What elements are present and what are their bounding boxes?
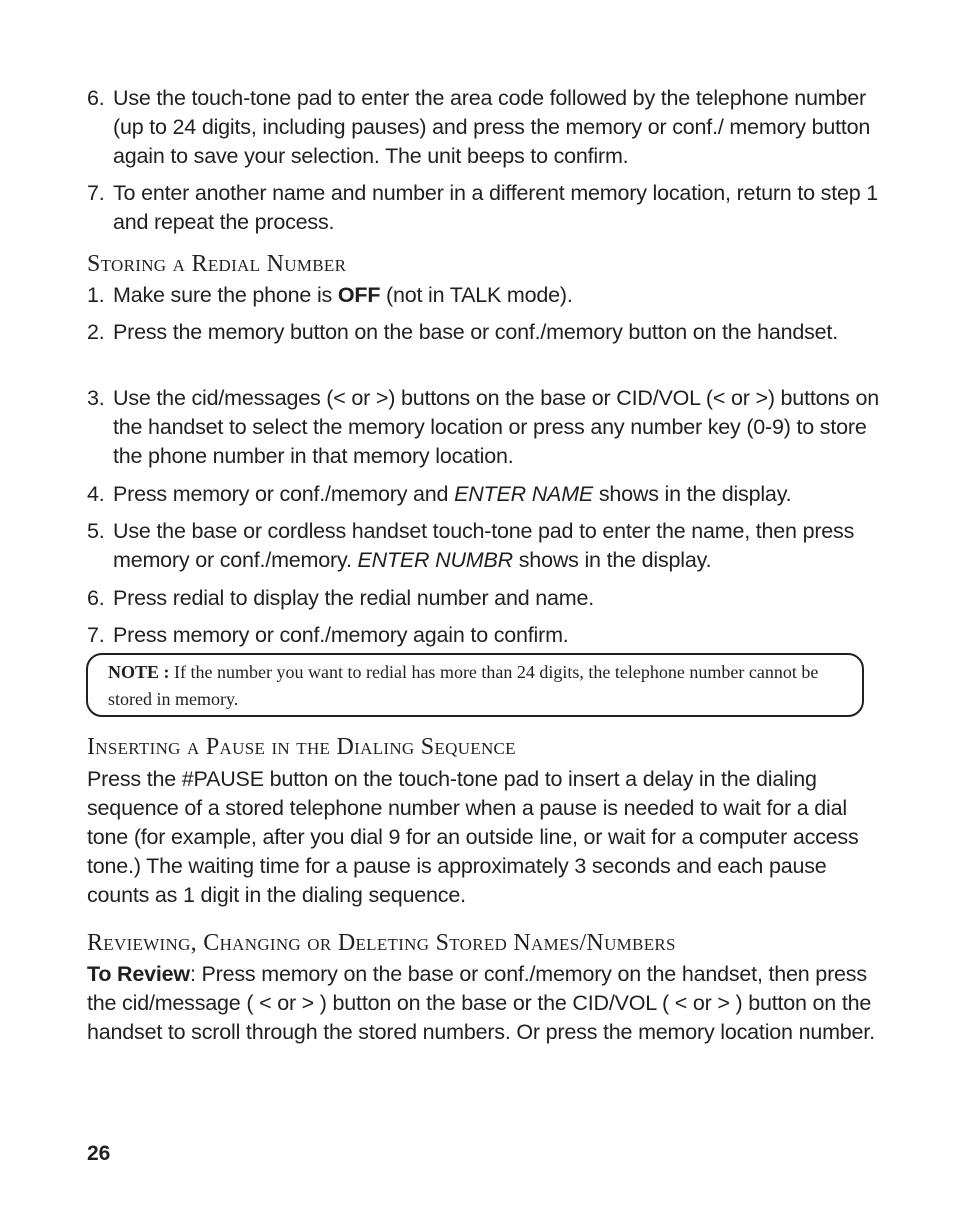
note-label: NOTE :	[108, 662, 170, 682]
heading-storing-redial: Storing a Redial Number	[87, 251, 347, 277]
step-6-store-number: 6. Use the touch-tone pad to enter the area code followed by the telephone number (up to 24 digits, including pauses) and press the memory or conf./ memory button again to save your selection. The unit beeps to confirm.	[87, 86, 871, 168]
redial-step-4: 4. Press memory or conf./memory and ENTER NAME shows in the display.	[87, 482, 792, 506]
pause-paragraph: Press the #PAUSE button on the touch-tone pad to insert a delay in the dialing sequence of a stored telephone number when a pause is needed to wait for a dial tone (for example, after you dial 9 for an outside line, or wait for a computer access tone.) The waiting time for a pause is approximately 3 seconds and each pause counts as 1 digit in the dialing sequence.	[87, 767, 859, 907]
redial-step-1: 1. Make sure the phone is OFF (not in TALK mode).	[87, 283, 573, 307]
to-review-label: To Review	[87, 962, 190, 986]
redial-step-6: 6. Press redial to display the redial number and name.	[87, 586, 594, 610]
redial-step-2: 2. Press the memory button on the base or conf./memory button on the handset.	[87, 320, 838, 344]
step-7-repeat: 7. To enter another name and number in a different memory location, return to step 1 and repeat the process.	[87, 181, 879, 234]
note-text: If the number you want to redial has more than 24 digits, the telephone number cannot be stored in memory.	[108, 662, 819, 709]
page-number: 26	[87, 1142, 111, 1165]
heading-inserting-pause: Inserting a Pause in the Dialing Sequence	[87, 734, 516, 760]
heading-reviewing: Reviewing, Changing or Deleting Stored Names/Numbers	[87, 930, 676, 956]
review-paragraph: To Review: Press memory on the base or conf./memory on the handset, then press the cid/message ( < or > ) button on the base or the CID/VOL ( < or > ) button on the handset to scroll through the stored numbers. Or press the memory location number.	[87, 962, 875, 1044]
note-box	[86, 653, 864, 717]
redial-step-5: 5. Use the base or cordless handset touch-tone pad to enter the name, then press memory or conf./memory. ENTER NUMBR shows in the display.	[87, 519, 855, 572]
redial-step-3: 3. Use the cid/messages (< or >) buttons on the base or CID/VOL (< or >) buttons on the handset to select the memory location or press any number key (0-9) to store the phone number in that memory location.	[87, 386, 879, 468]
redial-step-7: 7. Press memory or conf./memory again to confirm.	[87, 623, 569, 647]
